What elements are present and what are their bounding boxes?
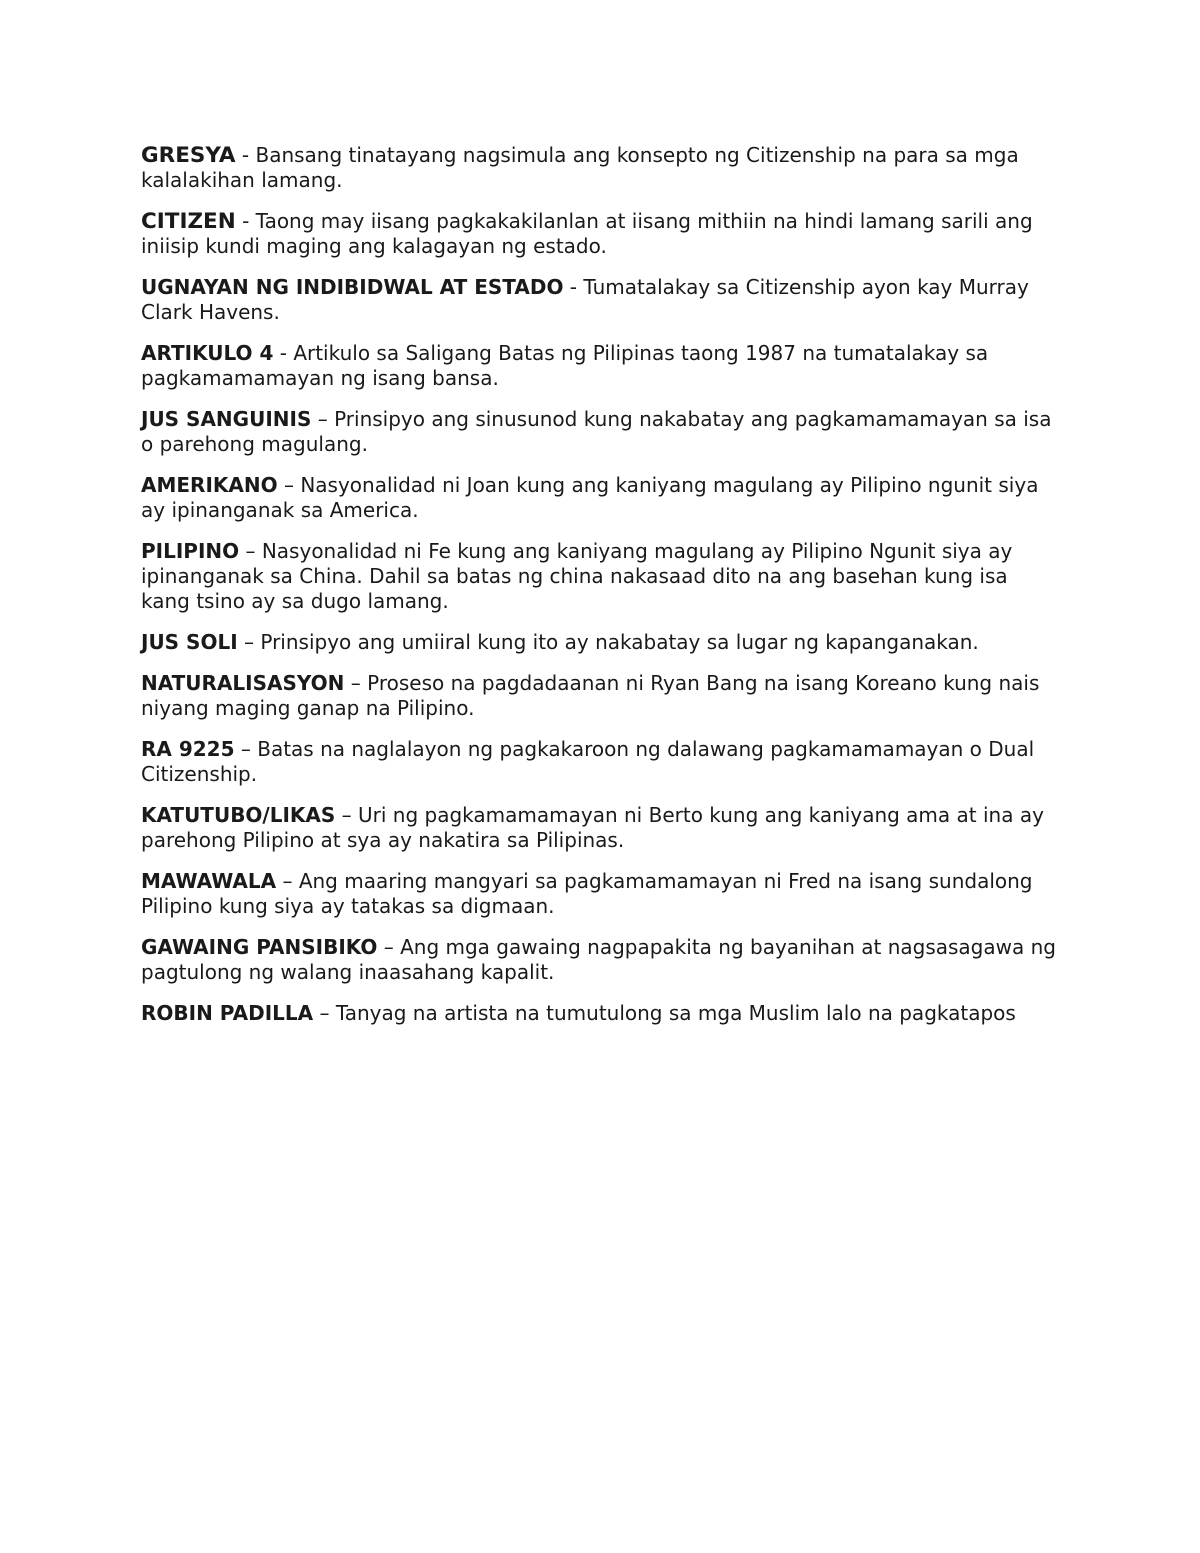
entry-pilipino [141,539,1061,614]
entry-separator: – [276,869,299,893]
entry-term: UGNAYAN NG INDIBIDWAL AT ESTADO [141,275,564,299]
entry-separator: - [235,209,256,233]
entry-term: JUS SANGUINIS [141,407,312,431]
document-body [141,143,1061,1042]
entry-separator: – [335,803,359,827]
entry-robin-padilla [141,1001,1061,1026]
entry-separator: – [311,407,335,431]
entry-jus-soli [141,630,1061,655]
entry-definition: Nasyonalidad ni Fe kung ang kaniyang magulang ay Pilipino Ngunit siya ay ipinanganak sa China. Dahil sa batas ng china nakasaad dito na ang basehan kung isa kang tsino ay sa dugo lamang. [141,539,1013,613]
entry-separator: - [235,143,256,167]
entry-ra-9225 [141,737,1061,787]
entry-gresya [141,143,1061,193]
entry-citizen [141,209,1061,259]
entry-definition: Taong may iisang pagkakakilanlan at iisang mithiin na hindi lamang sarili ang iniisip kundi maging ang kalagayan ng estado. [141,209,1033,258]
entry-separator: – [237,630,261,654]
entry-term: GRESYA [141,143,236,168]
entry-separator: – [277,473,301,497]
entry-jus-sanguinis [141,407,1061,457]
entry-separator: – [313,1001,336,1025]
entry-definition: Tumatalakay sa Citizenship ayon kay Murray Clark Havens. [141,275,1029,324]
entry-ugnayan [141,275,1061,325]
entry-katutubo-likas [141,803,1061,853]
entry-separator: - [273,341,294,365]
entry-separator: – [377,935,401,959]
entry-term: ARTIKULO 4 [141,341,274,365]
entry-term: NATURALISASYON [141,671,345,695]
entry-term: PILIPINO [141,539,240,563]
entry-separator: - [563,275,584,299]
entry-definition: Nasyonalidad ni Joan kung ang kaniyang magulang ay Pilipino ngunit siya ay ipinanganak sa America. [141,473,1039,522]
entry-gawaing-pansibiko [141,935,1061,985]
entry-separator: – [234,737,258,761]
entry-term: RA 9225 [141,737,235,761]
entry-definition: Proseso na pagdadaanan ni Ryan Bang na isang Koreano kung nais niyang maging ganap na Pilipino. [141,671,1040,720]
entry-term: MAWAWALA [141,869,277,893]
entry-definition: Tanyag na artista na tumutulong sa mga Muslim lalo na pagkatapos [335,1001,1016,1025]
entry-separator: – [344,671,368,695]
entry-mawawala [141,869,1061,919]
entry-term: AMERIKANO [141,473,278,497]
entry-definition: Bansang tinatayang nagsimula ang konsepto ng Citizenship na para sa mga kalalakihan lamang. [141,143,1019,192]
entry-naturalisasyon [141,671,1061,721]
entry-definition: Ang maaring mangyari sa pagkamamamayan ni Fred na isang sundalong Pilipino kung siya ay tatakas sa digmaan. [141,869,1033,918]
entry-definition: Prinsipyo ang umiiral kung ito ay nakabatay sa lugar ng kapanganakan. [260,630,979,654]
entry-amerikano [141,473,1061,523]
entry-definition: Prinsipyo ang sinusunod kung nakabatay ang pagkamamamayan sa isa o parehong magulang. [141,407,1052,456]
entry-separator: – [239,539,262,563]
entry-term: JUS SOLI [141,630,238,654]
entry-definition: Uri ng pagkamamamayan ni Berto kung ang kaniyang ama at ina ay parehong Pilipino at sya ay nakatira sa Pilipinas. [141,803,1044,852]
entry-term: ROBIN PADILLA [141,1001,314,1025]
entry-term: KATUTUBO/LIKAS [141,803,336,827]
entry-definition: Ang mga gawaing nagpapakita ng bayanihan at nagsasagawa ng pagtulong ng walang inaasahang kapalit. [141,935,1056,984]
entry-term: CITIZEN [141,209,236,234]
entry-term: GAWAING PANSIBIKO [141,935,378,959]
entry-definition: Batas na naglalayon ng pagkakaroon ng dalawang pagkamamamayan o Dual Citizenship. [141,737,1035,786]
entry-artikulo-4 [141,341,1061,391]
entry-definition: Artikulo sa Saligang Batas ng Pilipinas taong 1987 na tumatalakay sa pagkamamamayan ng isang bansa. [141,341,989,390]
